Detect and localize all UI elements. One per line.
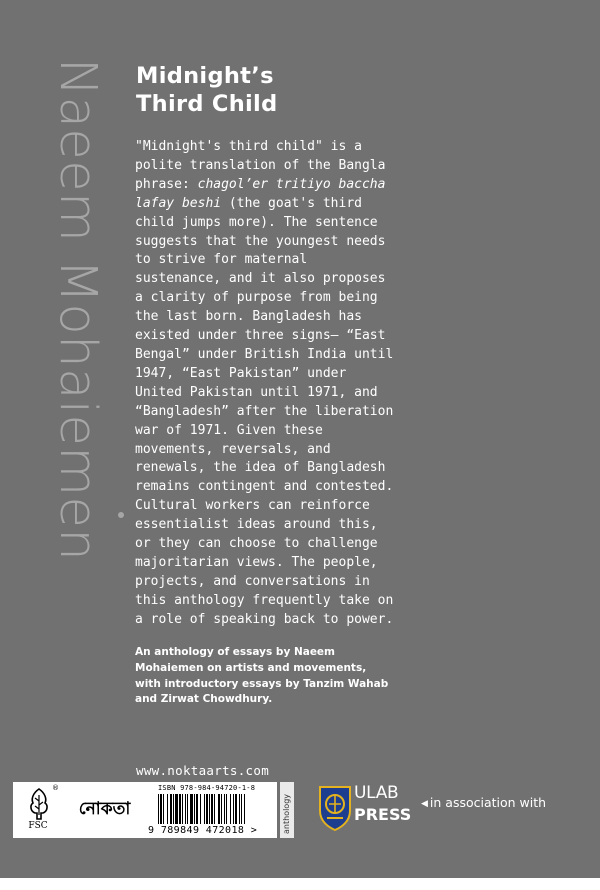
ulab-shield-icon [318,785,352,831]
barcode-number: 9 789849 472018 > [148,825,258,836]
blurb-lead: "Midnight's third child" is a polite translation of the Bangla phrase: [135,139,386,192]
barcode-bars [156,794,268,826]
ulab-press-text: PRESS [354,805,412,824]
book-title [136,62,277,118]
category-label: anthology [282,793,291,834]
anthology-description: An anthology of essays by Naeem Mohaiemen on artists and movements, with introductory essays by Tanzim Wahab and Zirwat Chowdhury. [135,646,389,706]
category-tab [280,782,294,838]
registered-mark: ® [52,784,59,792]
association-text: in association with [429,795,547,810]
bangla-phrase: chagol’er tritiyo baccha lafay beshi [135,176,386,211]
association-note [421,795,546,810]
fsc-label: FSC [28,821,48,831]
blurb-paragraph [135,138,400,630]
blurb-rest: (the goat's third child jumps more). The sentence suggests that the youngest needs to strive for maternal sustenance, and it also proposes a clarity of purpose from being the last born. Bangladesh has existed under three signs– “East Bengal” under British India until 1947, “East Pakistan” under United Pakistan until 1971, and “Bangladesh” after the liberation war of 1971. Given these movements, reversals, and renewals, the idea of Bangladesh remains contingent and contested. Cultural workers can reinforce essentialist ideas around this, or they can choose to challenge majoritarian views. The people, projects, and conversations in this anthology frequently take on a role of speaking back to power. [135,195,394,627]
publisher-logo [63,782,146,838]
ulab-name: ULAB [354,783,399,803]
website-link[interactable]: www.noktaarts.com [136,763,270,778]
bullet-dot [118,512,124,518]
triangle-left-icon: ◀ [421,799,428,809]
ulab-press-logo [318,783,418,833]
title-line-2: Third Child [136,91,278,117]
blurb [135,138,400,630]
publisher-logo-text: নোকতা [78,799,131,819]
fsc-badge [13,782,63,838]
tree-icon [27,787,51,821]
author-vertical-text: Naeem Mohaiemen [48,58,107,562]
isbn-text: ISBN 978-984-94720-1-8 [158,784,256,792]
title-line-1: Midnight’s [136,63,274,89]
barcode-block [146,782,277,838]
